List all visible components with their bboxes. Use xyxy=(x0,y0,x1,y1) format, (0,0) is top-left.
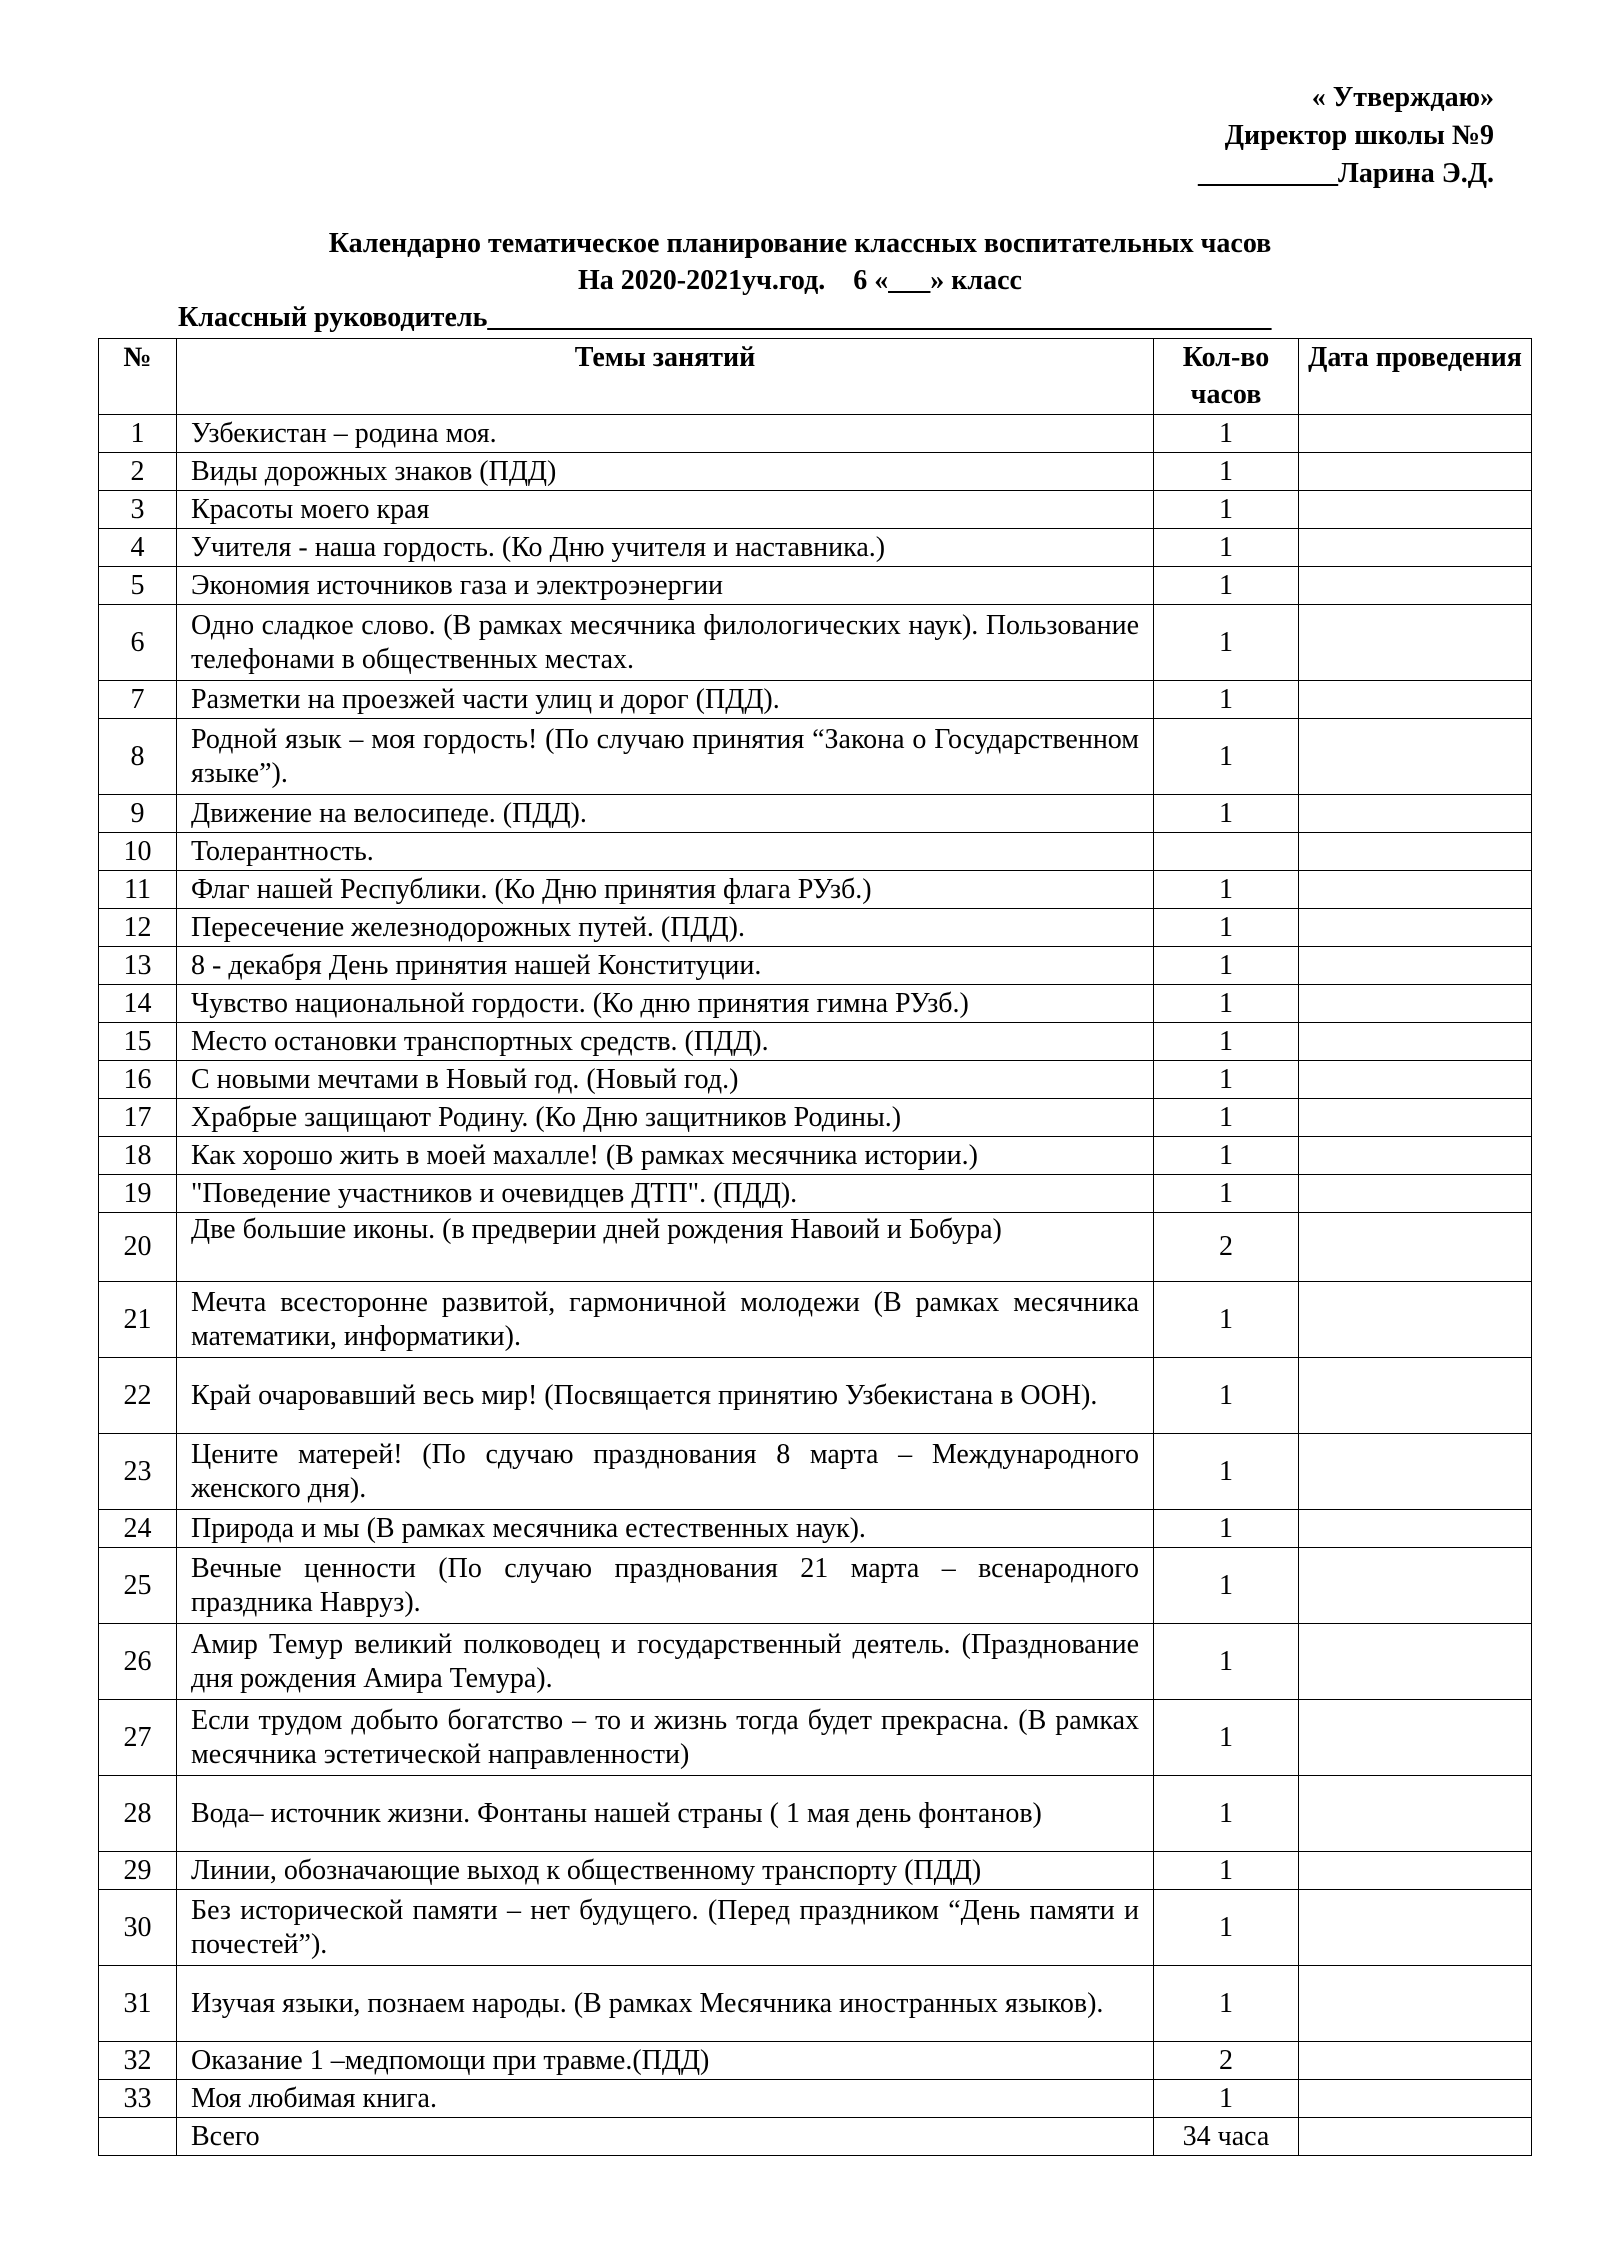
row-number: 6 xyxy=(99,605,177,681)
row-hours: 1 xyxy=(1154,681,1299,719)
row-date xyxy=(1299,1852,1532,1890)
row-number: 24 xyxy=(99,1510,177,1548)
row-topic: Виды дорожных знаков (ПДД) xyxy=(177,453,1154,491)
table-row xyxy=(99,1624,1532,1700)
row-hours: 1 xyxy=(1154,795,1299,833)
row-number: 10 xyxy=(99,833,177,871)
row-topic: Храбрые защищают Родину. (Ко Дню защитников Родины.) xyxy=(177,1099,1154,1137)
table-row xyxy=(99,1358,1532,1434)
row-number: 11 xyxy=(99,871,177,909)
row-number: 31 xyxy=(99,1966,177,2042)
row-date xyxy=(1299,1624,1532,1700)
table-row xyxy=(99,491,1532,529)
row-topic: Если трудом добыто богатство – то и жизнь тогда будет прекрасна. (В рамках месячника эстетической направленности) xyxy=(177,1700,1154,1776)
row-topic: Родной язык – моя гордость! (По случаю принятия “Закона о Государственном языке”). xyxy=(177,719,1154,795)
row-topic: Край очаровавший весь мир! (Посвящается принятию Узбекистана в ООН). xyxy=(177,1358,1154,1434)
row-number: 3 xyxy=(99,491,177,529)
title-line-2: На 2020-2021уч.год. 6 «___» класс xyxy=(578,265,1022,296)
row-topic: Чувство национальной гордости. (Ко дню принятия гимна РУзб.) xyxy=(177,985,1154,1023)
row-hours: 2 xyxy=(1154,1213,1299,1282)
table-row xyxy=(99,871,1532,909)
table-row xyxy=(99,415,1532,453)
row-hours: 1 xyxy=(1154,1099,1299,1137)
row-hours: 1 xyxy=(1154,1776,1299,1852)
row-number: 7 xyxy=(99,681,177,719)
table-body xyxy=(99,415,1532,2156)
row-number: 26 xyxy=(99,1624,177,1700)
row-date xyxy=(1299,1358,1532,1434)
row-date xyxy=(1299,1966,1532,2042)
row-hours: 1 xyxy=(1154,1966,1299,2042)
row-topic: Толерантность. xyxy=(177,833,1154,871)
row-hours: 1 xyxy=(1154,1548,1299,1624)
row-number: 18 xyxy=(99,1137,177,1175)
row-hours: 1 xyxy=(1154,1137,1299,1175)
header-date: Дата проведения xyxy=(1299,339,1532,415)
row-topic: Красоты моего края xyxy=(177,491,1154,529)
row-topic: 8 - декабря День принятия нашей Конституции. xyxy=(177,947,1154,985)
row-topic: Две большие иконы. (в предверии дней рождения Навоий и Бобура) xyxy=(177,1213,1154,1282)
row-number: 20 xyxy=(99,1213,177,1282)
row-date xyxy=(1299,681,1532,719)
table-header-row xyxy=(99,339,1532,415)
row-date xyxy=(1299,1023,1532,1061)
row-topic: Как хорошо жить в моей махалле! (В рамках месячника истории.) xyxy=(177,1137,1154,1175)
row-topic: Вечные ценности (По случаю празднования 21 марта – всенародного праздника Навруз). xyxy=(177,1548,1154,1624)
row-hours: 1 xyxy=(1154,985,1299,1023)
row-number: 14 xyxy=(99,985,177,1023)
row-number: 28 xyxy=(99,1776,177,1852)
row-topic: Изучая языки, познаем народы. (В рамках Месячника иностранных языков). xyxy=(177,1966,1154,2042)
row-number xyxy=(99,2118,177,2156)
table-row xyxy=(99,1776,1532,1852)
row-topic: Разметки на проезжей части улиц и дорог (ПДД). xyxy=(177,681,1154,719)
header-topic: Темы занятий xyxy=(177,339,1154,415)
row-hours: 1 xyxy=(1154,567,1299,605)
table-row xyxy=(99,567,1532,605)
approval-block xyxy=(1198,79,1494,193)
approval-line-2: Директор школы №9 xyxy=(1224,120,1494,151)
table-row xyxy=(99,681,1532,719)
row-date xyxy=(1299,567,1532,605)
row-topic: Линии, обозначающие выход к общественному транспорту (ПДД) xyxy=(177,1852,1154,1890)
row-date xyxy=(1299,909,1532,947)
row-topic: Амир Темур великий полководец и государственный деятель. (Празднование дня рождения Амира Темура). xyxy=(177,1624,1154,1700)
table-row xyxy=(99,833,1532,871)
table-row xyxy=(99,985,1532,1023)
row-topic: Экономия источников газа и электроэнергии xyxy=(177,567,1154,605)
row-number: 25 xyxy=(99,1548,177,1624)
row-hours: 1 xyxy=(1154,1434,1299,1510)
table-row xyxy=(99,947,1532,985)
row-hours: 1 xyxy=(1154,1510,1299,1548)
row-number: 9 xyxy=(99,795,177,833)
row-date xyxy=(1299,1700,1532,1776)
table-row xyxy=(99,2118,1532,2156)
row-date xyxy=(1299,491,1532,529)
table-row xyxy=(99,1213,1532,1282)
row-date xyxy=(1299,985,1532,1023)
row-hours: 1 xyxy=(1154,1023,1299,1061)
row-number: 2 xyxy=(99,453,177,491)
row-topic: "Поведение участников и очевидцев ДТП". (ПДД). xyxy=(177,1175,1154,1213)
row-hours: 1 xyxy=(1154,1624,1299,1700)
row-date xyxy=(1299,605,1532,681)
schedule-table xyxy=(98,338,1532,2156)
row-hours: 1 xyxy=(1154,1852,1299,1890)
row-hours: 1 xyxy=(1154,453,1299,491)
row-hours: 1 xyxy=(1154,415,1299,453)
table-row xyxy=(99,1700,1532,1776)
row-date xyxy=(1299,1137,1532,1175)
row-number: 30 xyxy=(99,1890,177,1966)
row-number: 22 xyxy=(99,1358,177,1434)
row-topic: Без исторической памяти – нет будущего. (Перед праздником “День памяти и почестей”). xyxy=(177,1890,1154,1966)
row-topic: Одно сладкое слово. (В рамках месячника филологических наук). Пользование телефонами в общественных местах. xyxy=(177,605,1154,681)
row-hours: 1 xyxy=(1154,1061,1299,1099)
row-topic: Оказание 1 –медпомощи при травме.(ПДД) xyxy=(177,2042,1154,2080)
row-number: 4 xyxy=(99,529,177,567)
table-row xyxy=(99,909,1532,947)
row-topic: Вода– источник жизни. Фонтаны нашей страны ( 1 мая день фонтанов) xyxy=(177,1776,1154,1852)
row-date xyxy=(1299,529,1532,567)
row-date xyxy=(1299,1061,1532,1099)
row-number: 32 xyxy=(99,2042,177,2080)
row-hours: 1 xyxy=(1154,1358,1299,1434)
table-row xyxy=(99,719,1532,795)
row-topic: Место остановки транспортных средств. (ПДД). xyxy=(177,1023,1154,1061)
row-number: 8 xyxy=(99,719,177,795)
table-row xyxy=(99,1510,1532,1548)
row-number: 23 xyxy=(99,1434,177,1510)
row-hours: 1 xyxy=(1154,719,1299,795)
row-date xyxy=(1299,2118,1532,2156)
table-row xyxy=(99,1890,1532,1966)
row-topic: Природа и мы (В рамках месячника естественных наук). xyxy=(177,1510,1154,1548)
row-topic: Учителя - наша гордость. (Ко Дню учителя и наставника.) xyxy=(177,529,1154,567)
row-number: 29 xyxy=(99,1852,177,1890)
row-hours: 1 xyxy=(1154,491,1299,529)
row-date xyxy=(1299,1548,1532,1624)
table-row xyxy=(99,1099,1532,1137)
table-row xyxy=(99,1023,1532,1061)
table-row xyxy=(99,1852,1532,1890)
row-number: 5 xyxy=(99,567,177,605)
row-number: 13 xyxy=(99,947,177,985)
row-date xyxy=(1299,947,1532,985)
row-date xyxy=(1299,1434,1532,1510)
row-topic: Флаг нашей Республики. (Ко Дню принятия флага РУзб.) xyxy=(177,871,1154,909)
row-hours xyxy=(1154,833,1299,871)
row-date xyxy=(1299,1510,1532,1548)
table-row xyxy=(99,1061,1532,1099)
row-date xyxy=(1299,833,1532,871)
header-num: № xyxy=(99,339,177,415)
approval-line-3: __________Ларина Э.Д. xyxy=(1198,158,1494,189)
row-date xyxy=(1299,719,1532,795)
row-topic: Цените матерей! (По сдучаю празднования 8 марта – Международного женского дня). xyxy=(177,1434,1154,1510)
table-row xyxy=(99,605,1532,681)
title-line-1: Календарно тематическое планирование классных воспитательных часов xyxy=(328,228,1272,259)
table-row xyxy=(99,1434,1532,1510)
table-row xyxy=(99,795,1532,833)
row-number: 27 xyxy=(99,1700,177,1776)
document-title xyxy=(0,225,1600,299)
table-row xyxy=(99,1966,1532,2042)
table-row xyxy=(99,2042,1532,2080)
row-number: 33 xyxy=(99,2080,177,2118)
row-topic: С новыми мечтами в Новый год. (Новый год.) xyxy=(177,1061,1154,1099)
row-hours: 1 xyxy=(1154,529,1299,567)
row-number: 16 xyxy=(99,1061,177,1099)
row-number: 19 xyxy=(99,1175,177,1213)
row-date xyxy=(1299,871,1532,909)
row-hours: 1 xyxy=(1154,1700,1299,1776)
row-date xyxy=(1299,1890,1532,1966)
row-date xyxy=(1299,1776,1532,1852)
row-topic: Пересечение железнодорожных путей. (ПДД). xyxy=(177,909,1154,947)
row-number: 1 xyxy=(99,415,177,453)
row-hours: 1 xyxy=(1154,1175,1299,1213)
row-topic: Всего xyxy=(177,2118,1154,2156)
approval-line-1: « Утверждаю» xyxy=(1311,82,1494,113)
row-topic: Узбекистан – родина моя. xyxy=(177,415,1154,453)
table-row xyxy=(99,1175,1532,1213)
row-hours: 1 xyxy=(1154,909,1299,947)
row-number: 17 xyxy=(99,1099,177,1137)
row-date xyxy=(1299,1099,1532,1137)
row-topic: Мечта всесторонне развитой, гармоничной молодежи (В рамках месячника математики, информатики). xyxy=(177,1282,1154,1358)
row-date xyxy=(1299,1175,1532,1213)
class-teacher-line: Классный руководитель________________________________________________________ xyxy=(178,302,1272,333)
row-topic: Моя любимая книга. xyxy=(177,2080,1154,2118)
table-row xyxy=(99,2080,1532,2118)
table-row xyxy=(99,529,1532,567)
row-hours: 1 xyxy=(1154,1890,1299,1966)
row-hours: 1 xyxy=(1154,605,1299,681)
row-date xyxy=(1299,795,1532,833)
row-hours: 34 часа xyxy=(1154,2118,1299,2156)
row-hours: 2 xyxy=(1154,2042,1299,2080)
row-date xyxy=(1299,1282,1532,1358)
table-row xyxy=(99,1548,1532,1624)
row-hours: 1 xyxy=(1154,947,1299,985)
row-number: 21 xyxy=(99,1282,177,1358)
row-hours: 1 xyxy=(1154,2080,1299,2118)
row-hours: 1 xyxy=(1154,871,1299,909)
row-hours: 1 xyxy=(1154,1282,1299,1358)
row-date xyxy=(1299,2042,1532,2080)
row-number: 15 xyxy=(99,1023,177,1061)
row-date xyxy=(1299,1213,1532,1282)
row-date xyxy=(1299,415,1532,453)
row-date xyxy=(1299,453,1532,491)
table-row xyxy=(99,1282,1532,1358)
header-hours: Кол-во часов xyxy=(1154,339,1299,415)
table-row xyxy=(99,1137,1532,1175)
row-date xyxy=(1299,2080,1532,2118)
row-topic: Движение на велосипеде. (ПДД). xyxy=(177,795,1154,833)
row-number: 12 xyxy=(99,909,177,947)
table-row xyxy=(99,453,1532,491)
